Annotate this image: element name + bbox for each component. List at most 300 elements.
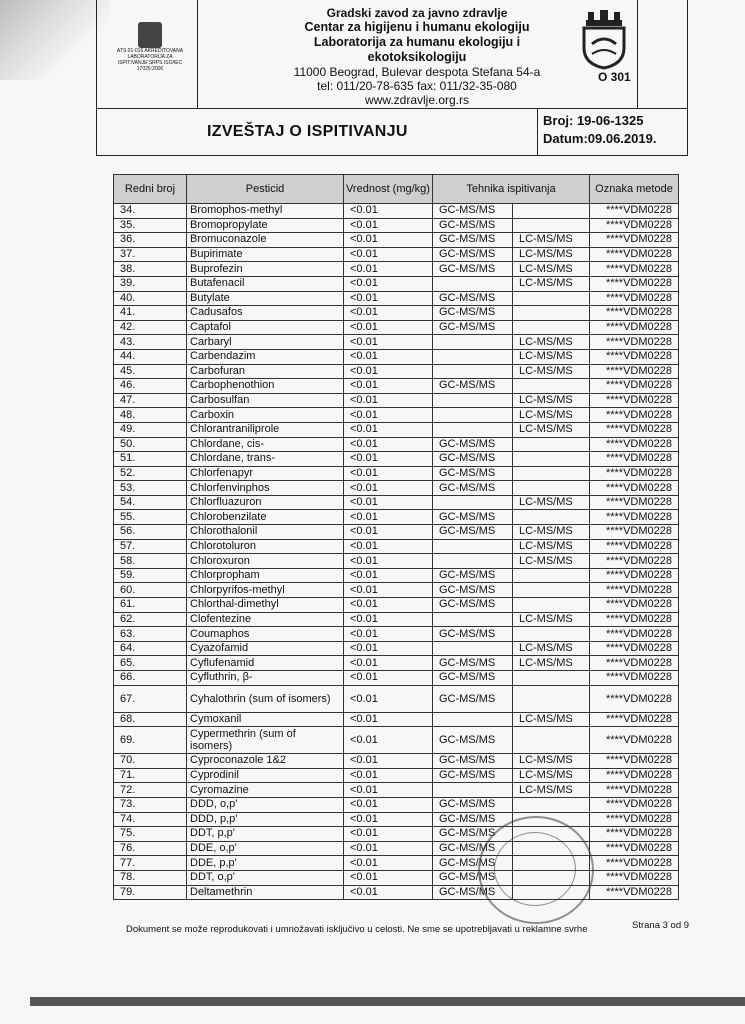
- row-lc-technique: [512, 320, 589, 335]
- row-index: 61.: [114, 598, 187, 613]
- row-lc-technique: LC-MS/MS: [512, 364, 589, 379]
- row-pesticide: Chlorpropham: [187, 568, 344, 583]
- table-row: [114, 510, 679, 525]
- row-value: <0.01: [344, 422, 433, 437]
- row-index: 48.: [114, 408, 187, 423]
- row-pesticide: Cypermethrin (sum of isomers): [187, 727, 344, 754]
- row-lc-technique: LC-MS/MS: [512, 783, 589, 798]
- table-row: [114, 525, 679, 540]
- accreditation-text: ATS 01-016 AKREDITOVANA LABORATORIJA ZA ISPITIVANJE SRPS ISO/IEC 17025:2006: [116, 48, 184, 72]
- table-row: [114, 466, 679, 481]
- row-value: <0.01: [344, 671, 433, 686]
- row-pesticide: Cyazofamid: [187, 641, 344, 656]
- row-lc-technique: LC-MS/MS: [512, 768, 589, 783]
- table-row: [114, 393, 679, 408]
- row-method-code: ****VDM0228: [590, 539, 679, 554]
- row-method-code: ****VDM0228: [590, 554, 679, 569]
- row-value: <0.01: [344, 841, 433, 856]
- row-gc-technique: [432, 349, 512, 364]
- table-row: [114, 641, 679, 656]
- table-row: [114, 671, 679, 686]
- row-method-code: ****VDM0228: [590, 466, 679, 481]
- table-row: [114, 495, 679, 510]
- row-lc-technique: [512, 627, 589, 642]
- city-crest: [637, 0, 687, 108]
- row-pesticide: Cyfluthrin, β-: [187, 671, 344, 686]
- row-lc-technique: LC-MS/MS: [512, 233, 589, 248]
- row-index: 62.: [114, 612, 187, 627]
- pesticide-results-table: [113, 174, 679, 900]
- row-pesticide: Chlorfluazuron: [187, 495, 344, 510]
- row-gc-technique: GC-MS/MS: [432, 797, 512, 812]
- row-lc-technique: [512, 481, 589, 496]
- report-number-cell: [537, 108, 687, 155]
- row-method-code: ****VDM0228: [590, 656, 679, 671]
- row-lc-technique: [512, 437, 589, 452]
- table-row: [114, 306, 679, 321]
- row-pesticide: Chlorpyrifos-methyl: [187, 583, 344, 598]
- row-value: <0.01: [344, 452, 433, 467]
- row-value: <0.01: [344, 783, 433, 798]
- row-pesticide: Cymoxanil: [187, 712, 344, 727]
- row-pesticide: Chlorfenvinphos: [187, 481, 344, 496]
- row-index: 44.: [114, 349, 187, 364]
- row-value: <0.01: [344, 320, 433, 335]
- row-value: <0.01: [344, 291, 433, 306]
- row-value: <0.01: [344, 754, 433, 769]
- row-pesticide: Bupirimate: [187, 247, 344, 262]
- row-index: 63.: [114, 627, 187, 642]
- row-pesticide: Buprofezin: [187, 262, 344, 277]
- table-row: [114, 598, 679, 613]
- footer-note: Dokument se može reprodukovati i umnožavati isključivo u celosti. Ne sme se upotrebljavati u reklamne svrhe: [126, 924, 588, 935]
- row-index: 52.: [114, 466, 187, 481]
- address: 11000 Beograd, Bulevar despota Stefana 54-a: [293, 65, 541, 79]
- row-value: <0.01: [344, 598, 433, 613]
- row-pesticide: Cyflufenamid: [187, 656, 344, 671]
- row-value: <0.01: [344, 408, 433, 423]
- row-lc-technique: LC-MS/MS: [512, 335, 589, 350]
- row-pesticide: DDT, o,p': [187, 870, 344, 885]
- row-index: 50.: [114, 437, 187, 452]
- row-method-code: ****VDM0228: [590, 627, 679, 642]
- row-value: <0.01: [344, 466, 433, 481]
- row-lc-technique: LC-MS/MS: [512, 612, 589, 627]
- table-row: [114, 233, 679, 248]
- row-lc-technique: LC-MS/MS: [512, 641, 589, 656]
- row-method-code: ****VDM0228: [590, 712, 679, 727]
- row-index: 53.: [114, 481, 187, 496]
- crest-code: O 301: [598, 70, 631, 84]
- organization-block: [197, 0, 638, 108]
- row-index: 78.: [114, 870, 187, 885]
- row-gc-technique: [432, 641, 512, 656]
- row-lc-technique: LC-MS/MS: [512, 495, 589, 510]
- row-index: 64.: [114, 641, 187, 656]
- row-method-code: ****VDM0228: [590, 218, 679, 233]
- row-index: 38.: [114, 262, 187, 277]
- table-row: [114, 422, 679, 437]
- row-method-code: ****VDM0228: [590, 247, 679, 262]
- row-lc-technique: LC-MS/MS: [512, 754, 589, 769]
- row-lc-technique: [512, 452, 589, 467]
- row-gc-technique: GC-MS/MS: [432, 598, 512, 613]
- row-pesticide: Chlorothalonil: [187, 525, 344, 540]
- row-method-code: ****VDM0228: [590, 379, 679, 394]
- col-header-method: Oznaka metode: [590, 175, 679, 204]
- row-lc-technique: LC-MS/MS: [512, 539, 589, 554]
- row-gc-technique: GC-MS/MS: [432, 510, 512, 525]
- row-pesticide: DDE, p,p': [187, 856, 344, 871]
- table-row: [114, 276, 679, 291]
- row-pesticide: Coumaphos: [187, 627, 344, 642]
- row-method-code: ****VDM0228: [590, 481, 679, 496]
- row-value: <0.01: [344, 812, 433, 827]
- row-index: 34.: [114, 204, 187, 219]
- table-row: [114, 768, 679, 783]
- row-gc-technique: GC-MS/MS: [432, 870, 512, 885]
- row-pesticide: Carbendazim: [187, 349, 344, 364]
- row-gc-technique: GC-MS/MS: [432, 856, 512, 871]
- col-header-pesticide: Pesticid: [187, 175, 344, 204]
- table-row: [114, 364, 679, 379]
- row-gc-technique: [432, 495, 512, 510]
- table-row: [114, 218, 679, 233]
- row-value: <0.01: [344, 656, 433, 671]
- row-gc-technique: [432, 364, 512, 379]
- row-gc-technique: GC-MS/MS: [432, 671, 512, 686]
- row-index: 67.: [114, 685, 187, 712]
- table-row: [114, 627, 679, 642]
- row-lc-technique: LC-MS/MS: [512, 525, 589, 540]
- row-method-code: ****VDM0228: [590, 812, 679, 827]
- row-method-code: ****VDM0228: [590, 885, 679, 900]
- row-gc-technique: [432, 783, 512, 798]
- row-index: 55.: [114, 510, 187, 525]
- row-lc-technique: [512, 568, 589, 583]
- row-index: 77.: [114, 856, 187, 871]
- row-pesticide: Carbofuran: [187, 364, 344, 379]
- row-index: 45.: [114, 364, 187, 379]
- table-row: [114, 827, 679, 842]
- row-index: 59.: [114, 568, 187, 583]
- row-index: 39.: [114, 276, 187, 291]
- row-value: <0.01: [344, 379, 433, 394]
- row-gc-technique: GC-MS/MS: [432, 685, 512, 712]
- row-method-code: ****VDM0228: [590, 262, 679, 277]
- row-pesticide: Carbosulfan: [187, 393, 344, 408]
- table-row: [114, 539, 679, 554]
- table-row: [114, 335, 679, 350]
- row-value: <0.01: [344, 364, 433, 379]
- row-gc-technique: [432, 276, 512, 291]
- row-gc-technique: GC-MS/MS: [432, 218, 512, 233]
- row-gc-technique: GC-MS/MS: [432, 320, 512, 335]
- row-value: <0.01: [344, 247, 433, 262]
- row-pesticide: Bromophos-methyl: [187, 204, 344, 219]
- table-row: [114, 783, 679, 798]
- row-method-code: ****VDM0228: [590, 641, 679, 656]
- row-method-code: ****VDM0228: [590, 204, 679, 219]
- row-gc-technique: [432, 408, 512, 423]
- row-lc-technique: LC-MS/MS: [512, 349, 589, 364]
- row-gc-technique: GC-MS/MS: [432, 727, 512, 754]
- scan-shadow: [0, 0, 110, 80]
- row-value: <0.01: [344, 554, 433, 569]
- row-method-code: ****VDM0228: [590, 856, 679, 871]
- row-gc-technique: GC-MS/MS: [432, 812, 512, 827]
- ats-emblem-icon: [138, 22, 162, 48]
- table-row: [114, 885, 679, 900]
- row-gc-technique: GC-MS/MS: [432, 583, 512, 598]
- row-gc-technique: GC-MS/MS: [432, 768, 512, 783]
- row-index: 37.: [114, 247, 187, 262]
- row-method-code: ****VDM0228: [590, 393, 679, 408]
- row-lc-technique: [512, 306, 589, 321]
- row-pesticide: Carboxin: [187, 408, 344, 423]
- accreditation-logo: [97, 0, 198, 108]
- row-index: 56.: [114, 525, 187, 540]
- row-index: 75.: [114, 827, 187, 842]
- row-index: 74.: [114, 812, 187, 827]
- row-gc-technique: [432, 422, 512, 437]
- row-lc-technique: [512, 685, 589, 712]
- row-value: <0.01: [344, 539, 433, 554]
- row-index: 58.: [114, 554, 187, 569]
- row-value: <0.01: [344, 495, 433, 510]
- row-index: 57.: [114, 539, 187, 554]
- row-index: 41.: [114, 306, 187, 321]
- table-row: [114, 262, 679, 277]
- row-method-code: ****VDM0228: [590, 408, 679, 423]
- row-method-code: ****VDM0228: [590, 768, 679, 783]
- row-pesticide: Deltamethrin: [187, 885, 344, 900]
- row-value: <0.01: [344, 885, 433, 900]
- table-row: [114, 379, 679, 394]
- row-value: <0.01: [344, 306, 433, 321]
- row-value: <0.01: [344, 276, 433, 291]
- belgrade-crest-icon: [578, 10, 630, 70]
- col-header-technique: Tehnika ispitivanja: [432, 175, 589, 204]
- row-pesticide: Chlorobenzilate: [187, 510, 344, 525]
- table-row: [114, 349, 679, 364]
- row-pesticide: Chlordane, cis-: [187, 437, 344, 452]
- row-value: <0.01: [344, 870, 433, 885]
- row-lc-technique: [512, 379, 589, 394]
- row-index: 73.: [114, 797, 187, 812]
- row-method-code: ****VDM0228: [590, 827, 679, 842]
- row-pesticide: Bromopropylate: [187, 218, 344, 233]
- row-index: 49.: [114, 422, 187, 437]
- row-method-code: ****VDM0228: [590, 870, 679, 885]
- row-method-code: ****VDM0228: [590, 841, 679, 856]
- row-method-code: ****VDM0228: [590, 754, 679, 769]
- row-index: 51.: [114, 452, 187, 467]
- report-title: IZVEŠTAJ O ISPITIVANJU: [207, 123, 408, 140]
- row-value: <0.01: [344, 233, 433, 248]
- table-row: [114, 754, 679, 769]
- row-value: <0.01: [344, 568, 433, 583]
- row-gc-technique: [432, 554, 512, 569]
- row-pesticide: DDD, p,p': [187, 812, 344, 827]
- row-method-code: ****VDM0228: [590, 495, 679, 510]
- official-stamp: [478, 816, 594, 924]
- table-row: [114, 841, 679, 856]
- row-gc-technique: [432, 539, 512, 554]
- row-pesticide: Cadusafos: [187, 306, 344, 321]
- row-value: <0.01: [344, 712, 433, 727]
- row-lc-technique: LC-MS/MS: [512, 262, 589, 277]
- row-index: 46.: [114, 379, 187, 394]
- row-pesticide: Chlorfenapyr: [187, 466, 344, 481]
- stamp-inner-ring: [494, 832, 576, 906]
- table-row: [114, 685, 679, 712]
- row-value: <0.01: [344, 768, 433, 783]
- row-lc-technique: LC-MS/MS: [512, 393, 589, 408]
- table-row: [114, 320, 679, 335]
- page-number: Strana 3 od 9: [632, 920, 690, 931]
- row-pesticide: Chlorthal-dimethyl: [187, 598, 344, 613]
- row-pesticide: Butafenacil: [187, 276, 344, 291]
- row-value: <0.01: [344, 481, 433, 496]
- row-method-code: ****VDM0228: [590, 525, 679, 540]
- table-row: [114, 408, 679, 423]
- table-row: [114, 612, 679, 627]
- row-pesticide: Cyprodinil: [187, 768, 344, 783]
- row-gc-technique: GC-MS/MS: [432, 841, 512, 856]
- row-value: <0.01: [344, 437, 433, 452]
- row-method-code: ****VDM0228: [590, 306, 679, 321]
- table-row: [114, 452, 679, 467]
- row-lc-technique: LC-MS/MS: [512, 554, 589, 569]
- row-index: 54.: [114, 495, 187, 510]
- row-index: 35.: [114, 218, 187, 233]
- row-pesticide: DDT, p,p': [187, 827, 344, 842]
- row-gc-technique: GC-MS/MS: [432, 885, 512, 900]
- row-value: <0.01: [344, 204, 433, 219]
- row-pesticide: Butylate: [187, 291, 344, 306]
- row-pesticide: Clofentezine: [187, 612, 344, 627]
- row-method-code: ****VDM0228: [590, 510, 679, 525]
- row-gc-technique: GC-MS/MS: [432, 481, 512, 496]
- row-method-code: ****VDM0228: [590, 320, 679, 335]
- col-header-value: Vrednost (mg/kg): [344, 175, 433, 204]
- row-method-code: ****VDM0228: [590, 685, 679, 712]
- row-lc-technique: [512, 727, 589, 754]
- row-index: 79.: [114, 885, 187, 900]
- row-gc-technique: [432, 393, 512, 408]
- row-lc-technique: LC-MS/MS: [512, 276, 589, 291]
- row-gc-technique: GC-MS/MS: [432, 233, 512, 248]
- row-method-code: ****VDM0228: [590, 727, 679, 754]
- row-value: <0.01: [344, 685, 433, 712]
- row-value: <0.01: [344, 262, 433, 277]
- table-row: [114, 797, 679, 812]
- table-row: [114, 437, 679, 452]
- row-lc-technique: [512, 510, 589, 525]
- row-index: 65.: [114, 656, 187, 671]
- row-lc-technique: [512, 598, 589, 613]
- row-value: <0.01: [344, 856, 433, 871]
- row-lc-technique: [512, 583, 589, 598]
- row-gc-technique: [432, 612, 512, 627]
- row-gc-technique: [432, 712, 512, 727]
- table-row: [114, 656, 679, 671]
- row-gc-technique: GC-MS/MS: [432, 306, 512, 321]
- row-gc-technique: GC-MS/MS: [432, 262, 512, 277]
- row-gc-technique: GC-MS/MS: [432, 452, 512, 467]
- org-line-3: Laboratorija za humanu ekologiju i: [313, 35, 521, 49]
- row-value: <0.01: [344, 525, 433, 540]
- row-pesticide: Chlorantraniliprole: [187, 422, 344, 437]
- row-method-code: ****VDM0228: [590, 612, 679, 627]
- table-body: [114, 204, 679, 900]
- row-lc-technique: LC-MS/MS: [512, 712, 589, 727]
- report-title-cell: [97, 108, 538, 155]
- table-row: [114, 712, 679, 727]
- table-header-row: [114, 175, 679, 204]
- row-value: <0.01: [344, 510, 433, 525]
- row-method-code: ****VDM0228: [590, 452, 679, 467]
- row-lc-technique: [512, 291, 589, 306]
- row-index: 71.: [114, 768, 187, 783]
- row-gc-technique: GC-MS/MS: [432, 291, 512, 306]
- row-method-code: ****VDM0228: [590, 291, 679, 306]
- row-gc-technique: GC-MS/MS: [432, 437, 512, 452]
- row-gc-technique: [432, 335, 512, 350]
- row-index: 43.: [114, 335, 187, 350]
- row-gc-technique: GC-MS/MS: [432, 568, 512, 583]
- row-pesticide: Chlordane, trans-: [187, 452, 344, 467]
- report-date: Datum:09.06.2019.: [543, 131, 657, 146]
- row-method-code: ****VDM0228: [590, 797, 679, 812]
- row-lc-technique: [512, 218, 589, 233]
- table-row: [114, 247, 679, 262]
- row-index: 42.: [114, 320, 187, 335]
- row-method-code: ****VDM0228: [590, 335, 679, 350]
- row-value: <0.01: [344, 627, 433, 642]
- phone-fax: tel: 011/20-78-635 fax: 011/32-35-080: [317, 79, 517, 93]
- row-gc-technique: GC-MS/MS: [432, 466, 512, 481]
- table-row: [114, 291, 679, 306]
- table-row: [114, 204, 679, 219]
- row-index: 36.: [114, 233, 187, 248]
- row-pesticide: DDD, o,p': [187, 797, 344, 812]
- row-lc-technique: LC-MS/MS: [512, 422, 589, 437]
- row-pesticide: Cyromazine: [187, 783, 344, 798]
- row-index: 47.: [114, 393, 187, 408]
- row-lc-technique: LC-MS/MS: [512, 408, 589, 423]
- row-method-code: ****VDM0228: [590, 598, 679, 613]
- row-pesticide: Chloroxuron: [187, 554, 344, 569]
- row-value: <0.01: [344, 218, 433, 233]
- row-method-code: ****VDM0228: [590, 437, 679, 452]
- col-header-index: Redni broj: [114, 175, 187, 204]
- org-line-2: Centar za higijenu i humanu ekologiju: [304, 20, 530, 34]
- row-index: 66.: [114, 671, 187, 686]
- row-index: 40.: [114, 291, 187, 306]
- row-value: <0.01: [344, 641, 433, 656]
- report-number: Broj: 19-06-1325: [543, 113, 644, 128]
- table-row: [114, 568, 679, 583]
- row-lc-technique: LC-MS/MS: [512, 247, 589, 262]
- row-gc-technique: GC-MS/MS: [432, 627, 512, 642]
- row-pesticide: DDE, o,p': [187, 841, 344, 856]
- org-line-1: Gradski zavod za javno zdravlje: [326, 6, 508, 20]
- row-method-code: ****VDM0228: [590, 349, 679, 364]
- row-index: 70.: [114, 754, 187, 769]
- row-method-code: ****VDM0228: [590, 422, 679, 437]
